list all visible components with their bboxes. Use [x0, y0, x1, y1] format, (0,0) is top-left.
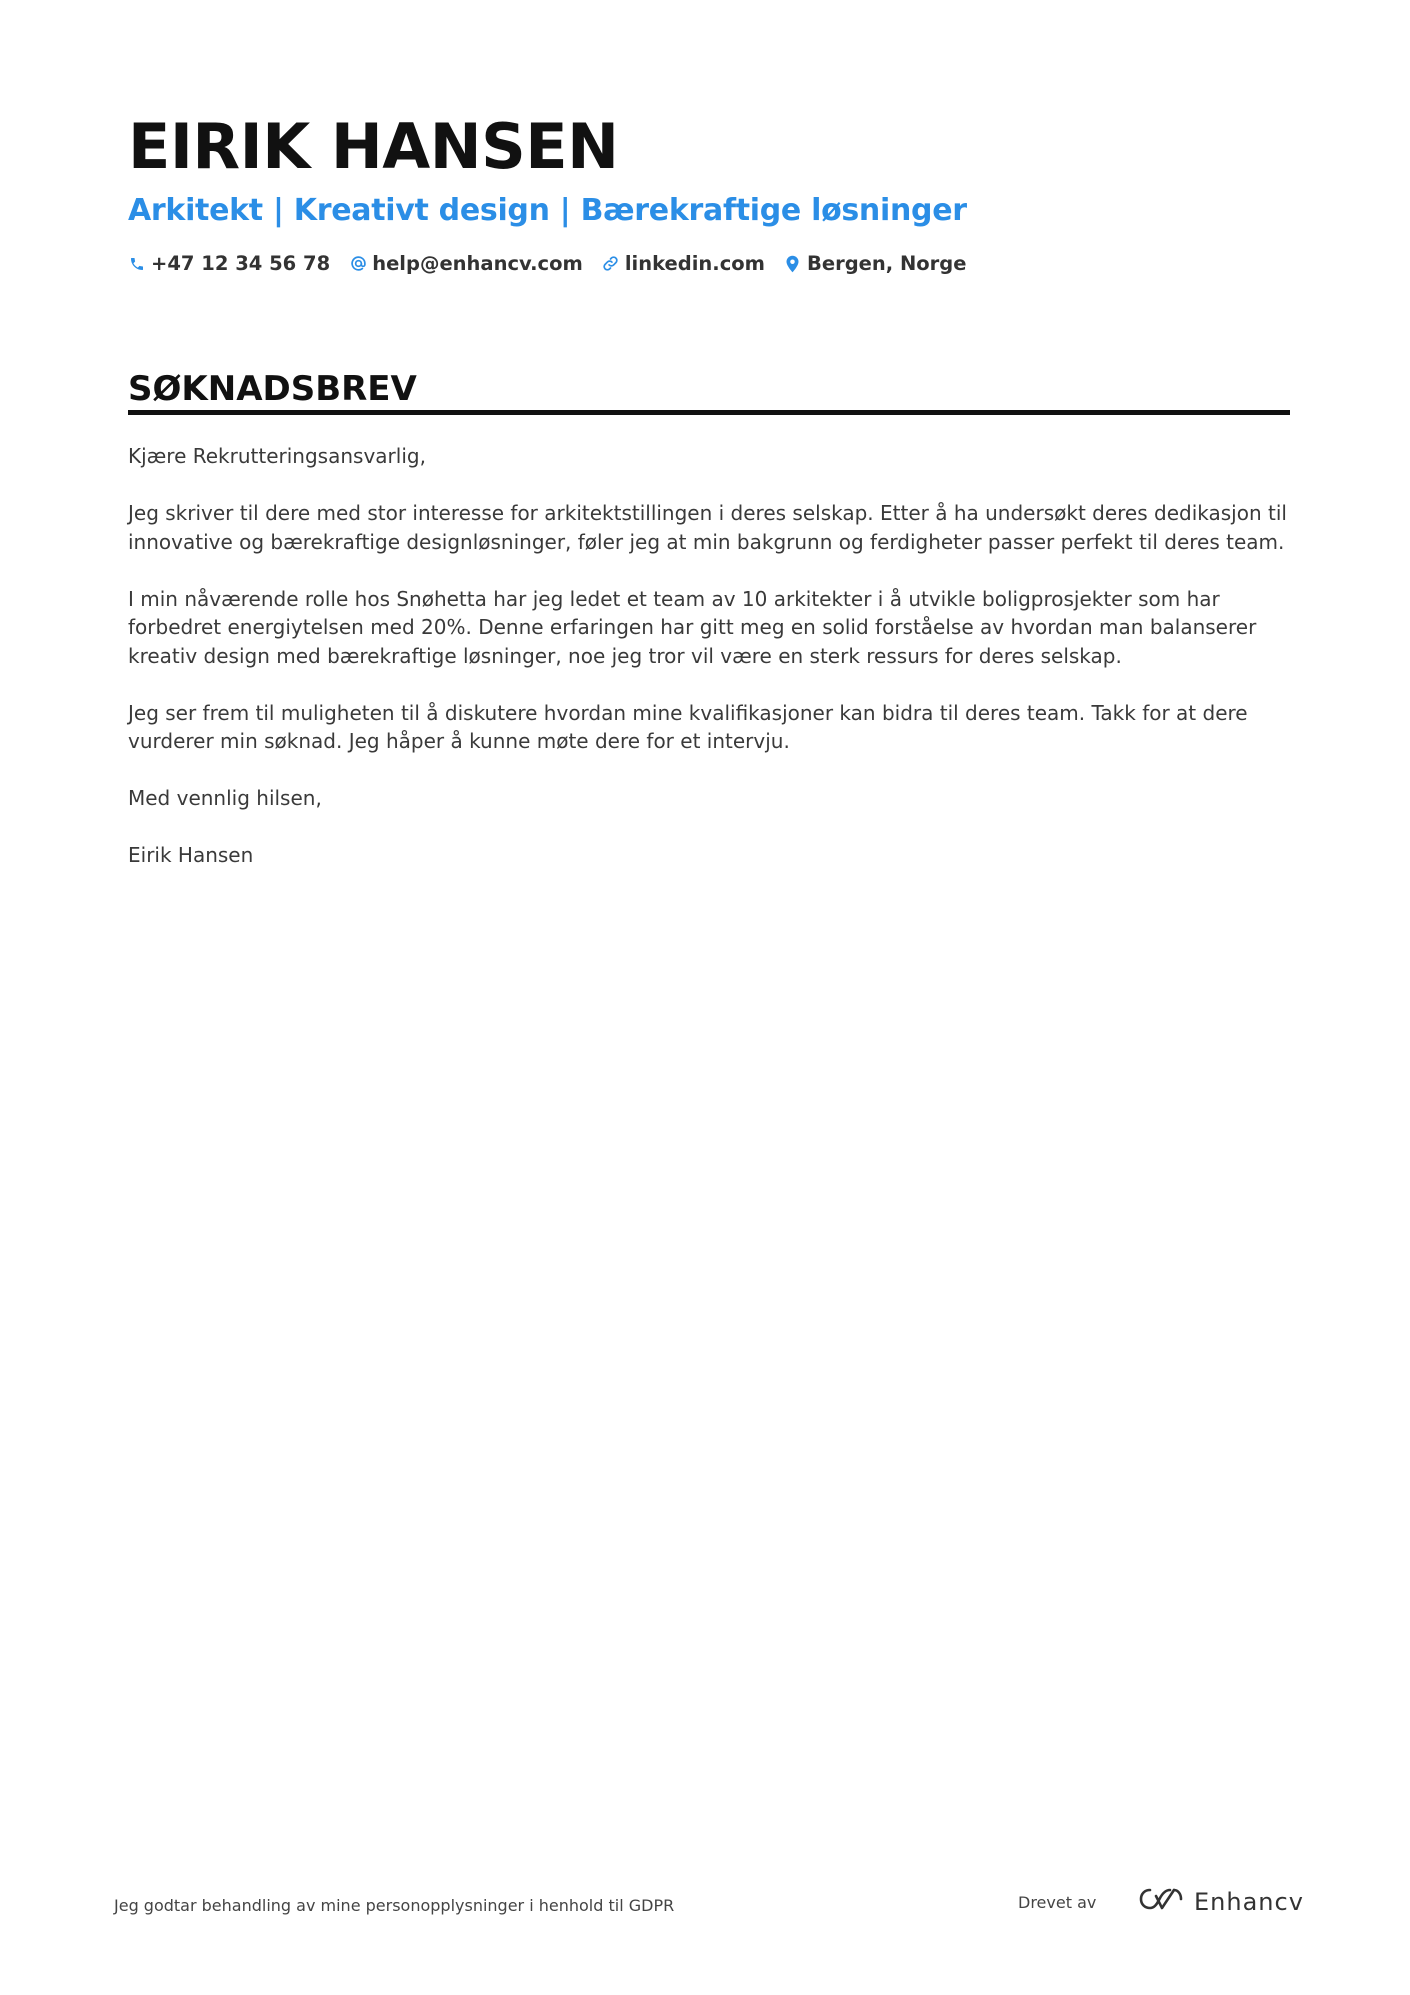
at-icon [349, 254, 367, 274]
letter-closing: Med vennlig hilsen, [128, 786, 322, 810]
powered-by-label: Drevet av [1018, 1893, 1097, 1912]
section-divider [128, 410, 1290, 415]
link-icon [602, 254, 620, 274]
contact-linkedin-text: linkedin.com [624, 252, 765, 275]
letter-paragraph: I min nåværende rolle hos Snøhetta har jeg ledet et team av 10 arkitekter i å utvikle boligprosjekter som har forbedret energiytelsen med 20%. Denne erfaringen har gitt meg en solid forståelse av hvordan man balanserer kreativ design med bærekraftige løsninger, noe jeg tror vil være en sterk ressurs for deres selskap. [128, 586, 1257, 668]
contact-email-text: help@enhancv.com [372, 252, 583, 275]
enhancv-logo[interactable] [1138, 1886, 1304, 1917]
section-title: SØKNADSBREV [128, 369, 417, 409]
contact-phone[interactable] [128, 252, 330, 275]
contact-phone-text: +47 12 34 56 78 [151, 252, 331, 275]
letter-paragraph: Jeg skriver til dere med stor interesse for arkitektstillingen i deres selskap. Etter å ha undersøkt deres dedikasjon til innovative og bærekraftige designløsninger, føler jeg at min bakgrunn og ferdigheter passer perfekt til deres team. [128, 501, 1287, 554]
candidate-name: EIRIK HANSEN [128, 110, 619, 183]
contact-linkedin[interactable] [602, 252, 765, 275]
contact-location [784, 252, 967, 275]
phone-icon [128, 254, 146, 274]
letter-body [128, 442, 1290, 898]
letter-salutation: Kjære Rekrutteringsansvarlig, [128, 444, 426, 468]
enhancv-brand-text: Enhancv [1194, 1887, 1304, 1916]
contact-location-text: Bergen, Norge [806, 252, 967, 275]
contact-email[interactable] [349, 252, 583, 275]
contact-bar [128, 252, 985, 275]
enhancv-logo-icon [1138, 1886, 1184, 1917]
letter-signature: Eirik Hansen [128, 843, 254, 867]
letter-paragraph: Jeg ser frem til muligheten til å diskutere hvordan mine kvalifikasjoner kan bidra til deres team. Takk for at dere vurderer min søknad. Jeg håper å kunne møte dere for et intervju. [128, 700, 1248, 753]
location-pin-icon [784, 254, 802, 274]
gdpr-consent-text: Jeg godtar behandling av mine personopplysninger i henhold til GDPR [114, 1896, 675, 1915]
candidate-tagline: Arkitekt | Kreativt design | Bærekraftige løsninger [128, 193, 967, 228]
